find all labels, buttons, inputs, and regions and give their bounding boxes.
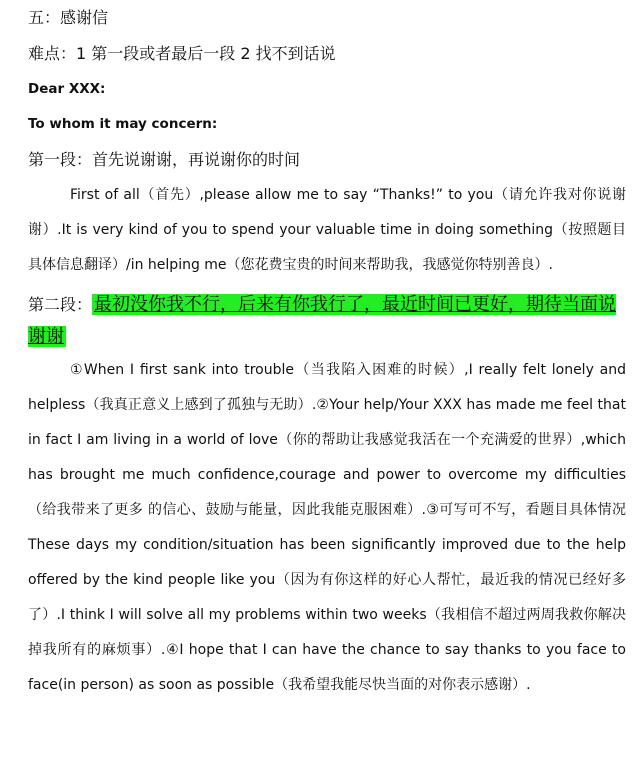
difficulty-note: 难点：1 第一段或者最后一段 2 找不到话说 (28, 44, 336, 63)
section-title: 五：感谢信 (28, 8, 109, 27)
para2-heading-block (28, 289, 626, 353)
salutation-dear: Dear XXX: (28, 81, 106, 97)
para1-heading: 第一段：首先说谢谢，再说谢你的时间 (28, 150, 301, 169)
para1-text: First of all（首先）,please allow me to say “Thanks!” to you（请允许我对你说谢谢）.It is very kind of you to spend your valuable time in doing something（按照题目具体信息翻译）/in helping me（您花费宝贵的时间来帮助我，我感觉你特别善良）. (28, 187, 626, 273)
salutation-concern: To whom it may concern: (28, 116, 218, 132)
para2-text: ①When I first sank into trouble（当我陷入困难的时候）,I really felt lonely and helpless（我真正意义上感到了孤独与无助）.②Your help/Your XXX has made me feel that in fact I am living in a world of love（你的帮助让我感觉我活在一个充满爱的世界）,which has brought me much confidence,courage and power to overcome my difficulties（给我带来了更多 的信心、鼓励与能量，因此我能克服困难）.③可写可不写，看题目具体情况 These days my condition/situation has been significantly improved due to the help offered by the kind people like you（因为有你这样的好心人帮忙，最近我的情况已经好多了）.I think I will solve all my problems within two weeks（我相信不超过两周我救你解决掉我所有的麻烦事）.④I hope that I can have the chance to say thanks to you face to face(in person) as soon as possible（我希望我能尽快当面的对你表示感谢）. (28, 362, 626, 693)
para2-heading: 第二段： (28, 295, 93, 314)
para2-highlight: 最初没你我不行，后来有你我行了，最近时间已更好，期待当面说谢谢 (28, 294, 617, 347)
